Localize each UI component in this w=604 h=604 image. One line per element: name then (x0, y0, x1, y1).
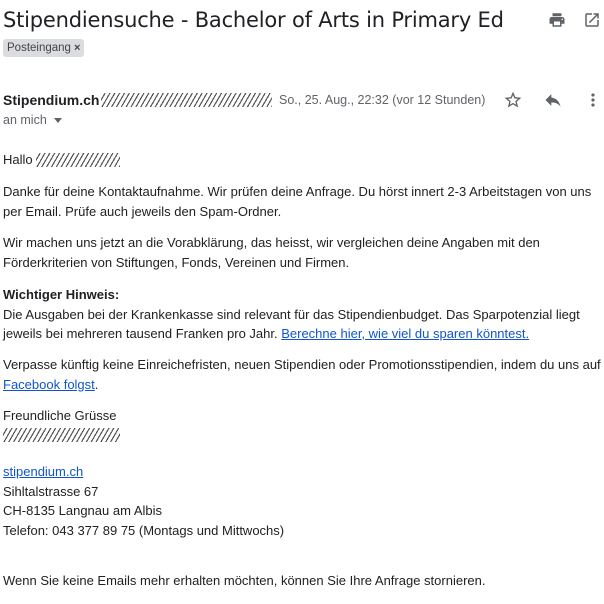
open-in-new-window-icon[interactable] (581, 9, 603, 31)
chevron-down-icon (54, 118, 62, 123)
hint-title: Wichtiger Hinweis: (3, 287, 120, 302)
greeting (3, 150, 33, 170)
hint-line-2 (3, 324, 580, 344)
star-icon[interactable] (502, 89, 524, 111)
label-chip-text: Posteingang (7, 42, 71, 54)
paragraph-1-line-2: per Email. Prüfe auch jeweils den Spam-Ordner. (3, 203, 282, 219)
email-date: So., 25. Aug., 22:32 (vor 12 Stunden) (279, 93, 486, 107)
paragraph-1-line-1: Danke für deine Kontaktaufnahme. Wir prüfen deine Anfrage. Du hörst innert 2-3 Arbeitstagen von uns (3, 184, 592, 199)
hint-line-2-text: jeweils bei mehreren tausend Franken pro Jahr. (3, 326, 282, 341)
site-link[interactable]: stipendium.ch (3, 464, 84, 479)
redacted-email-address (101, 93, 272, 107)
greeting-text: Hallo (3, 152, 33, 167)
paragraph-2-line-2: Förderkriterien von Stiftungen, Fonds, Vereinen und Firmen. (3, 254, 350, 270)
paragraph-2 (3, 233, 540, 272)
phone-number: Telefon: 043 377 89 75 (Montags und Mittwochs) (3, 522, 285, 538)
recipient-dropdown[interactable] (3, 112, 62, 128)
reply-icon[interactable] (542, 89, 564, 111)
paragraph-facebook (3, 355, 601, 394)
paragraph-facebook-line-1: Verpasse künftig keine Einreichefristen, neuen Stipendien oder Promotionsstipendien, indem du uns auf (3, 357, 601, 372)
redacted-name (36, 153, 120, 167)
hint-line-1: Die Ausgaben bei der Krankenkasse sind relevant für das Stipendienbudget. Das Sparpotenzial liegt (3, 306, 580, 322)
redacted-signature (3, 428, 120, 442)
closing: Freundliche Grüsse (3, 408, 117, 423)
facebook-link[interactable]: Facebook folgst (3, 376, 95, 392)
recipient-label: an mich (3, 113, 47, 127)
address-city: CH-8135 Langnau am Albis (3, 503, 162, 518)
paragraph-1 (3, 182, 591, 221)
paragraph-facebook-line-2 (3, 375, 601, 395)
paragraph-2-line-1: Wir machen uns jetzt an die Vorabklärung, das heisst, wir vergleichen deine Angaben mit den (3, 235, 540, 250)
more-vertical-icon[interactable] (582, 89, 604, 111)
unsubscribe-note: Wenn Sie keine Emails mehr erhalten möchten, können Sie Ihre Anfrage stornieren. (3, 573, 486, 588)
remove-label-icon[interactable]: × (73, 42, 81, 54)
paragraph-facebook-end: . (94, 376, 99, 392)
print-icon[interactable] (546, 9, 568, 31)
signature-block (3, 462, 284, 540)
label-chip-inbox[interactable] (3, 39, 84, 57)
email-subject: Stipendiensuche - Bachelor of Arts in Primary Ed (3, 8, 504, 32)
hint-paragraph (3, 285, 580, 344)
sender-name[interactable]: Stipendium.ch (3, 92, 100, 108)
savings-calculator-link[interactable]: Berechne hier, wie viel du sparen könntest. (281, 326, 530, 341)
address-street: Sihltalstrasse 67 (3, 483, 99, 499)
